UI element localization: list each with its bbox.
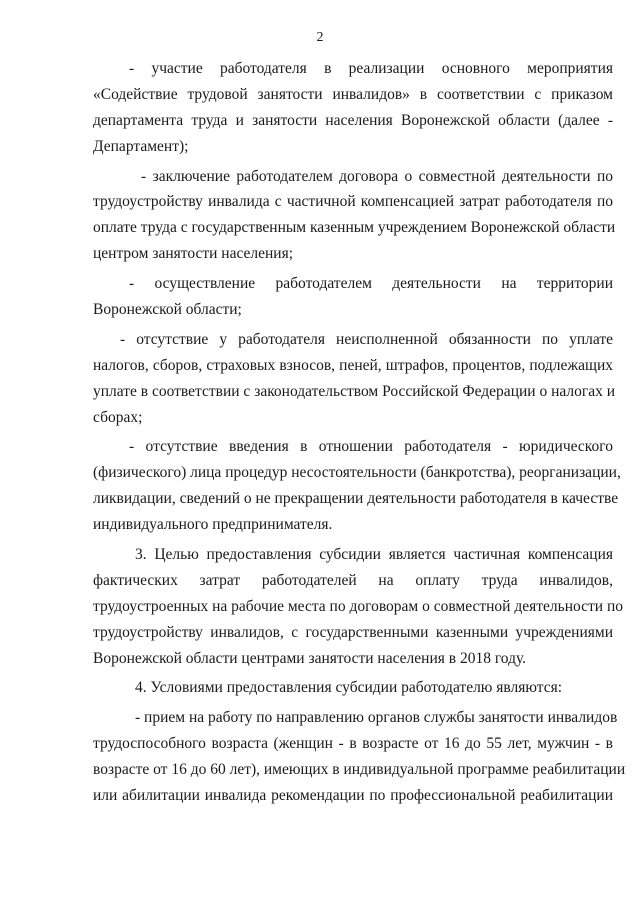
text-line: - осуществление работодателем деятельности на территории: [129, 275, 613, 293]
paragraph-hiring-condition: [93, 705, 626, 809]
text-line: - участие работодателя в реализации основного мероприятия: [129, 60, 613, 77]
text-line: сборах;: [93, 408, 143, 426]
text-line: индивидуального предпринимателя.: [93, 516, 333, 534]
text-line: - отсутствие введения в отношении работодателя - юридического: [129, 438, 613, 456]
text-line: Воронежской области;: [93, 301, 242, 319]
text-line: - прием на работу по направлению органов службы занятости инвалидов: [135, 709, 618, 727]
text-line: ликвидации, сведений о не прекращении деятельности работодателя в качестве: [93, 490, 619, 508]
text-line: 3. Целью предоставления субсидии является частичная компенсация: [135, 546, 613, 564]
text-line: - отсутствие у работодателя неисполненной обязанности по уплате: [120, 330, 613, 348]
text-line: трудоустроенных на рабочие места по договорам о совместной деятельности по: [93, 597, 624, 615]
text-line: трудоспособного возраста (женщин - в возрасте от 16 до 55 лет, мужчин - в: [93, 735, 613, 753]
text-line: Воронежской области центрами занятости населения в 2018 году.: [93, 649, 527, 667]
document-body: [93, 56, 626, 809]
text-line: Департамент);: [93, 137, 189, 155]
text-line: 4. Условиями предоставления субсидии работодателю являются:: [135, 679, 563, 697]
paragraph-subsidy-conditions: [93, 675, 613, 701]
text-line: центром занятости населения;: [93, 245, 294, 263]
text-line: налогов, сборов, страховых взносов, пеней, штрафов, процентов, подлежащих: [93, 356, 613, 374]
text-line: фактических затрат работодателей на оплату труда инвалидов,: [93, 571, 613, 589]
text-line: - заключение работодателем договора о совместной деятельности по: [141, 167, 613, 185]
paragraph-joint-agreement: [93, 164, 616, 268]
paragraph-employer-participation: [93, 56, 613, 160]
text-line: оплате труда с государственным казенным учреждением Воронежской области: [93, 219, 616, 237]
text-line: (физического) лица процедур несостоятельности (банкротства), реорганизации,: [93, 464, 621, 482]
paragraph-territory: [93, 271, 613, 323]
paragraph-no-bankruptcy: [93, 434, 621, 538]
text-line: трудоустройству инвалидов, с государственными казенными учреждениями: [93, 623, 613, 641]
text-line: трудоустройству инвалида с частичной компенсацией затрат работодателя по: [93, 193, 613, 211]
text-line: департамента труда и занятости населения Воронежской области (далее -: [93, 111, 613, 129]
text-line: уплате в соответствии с законодательством Российской Федерации о налогах и: [93, 382, 616, 400]
paragraph-no-debts: [93, 327, 616, 431]
text-line: или абилитации инвалида рекомендации по профессиональной реабилитации: [93, 787, 613, 805]
paragraph-subsidy-purpose: [93, 542, 624, 671]
text-line: «Содействие трудовой занятости инвалидов» в соответствии с приказом: [93, 85, 613, 103]
text-line: возрасте от 16 до 60 лет), имеющих в индивидуальной программе реабилитации: [93, 761, 626, 779]
page-number: 2: [316, 30, 324, 45]
